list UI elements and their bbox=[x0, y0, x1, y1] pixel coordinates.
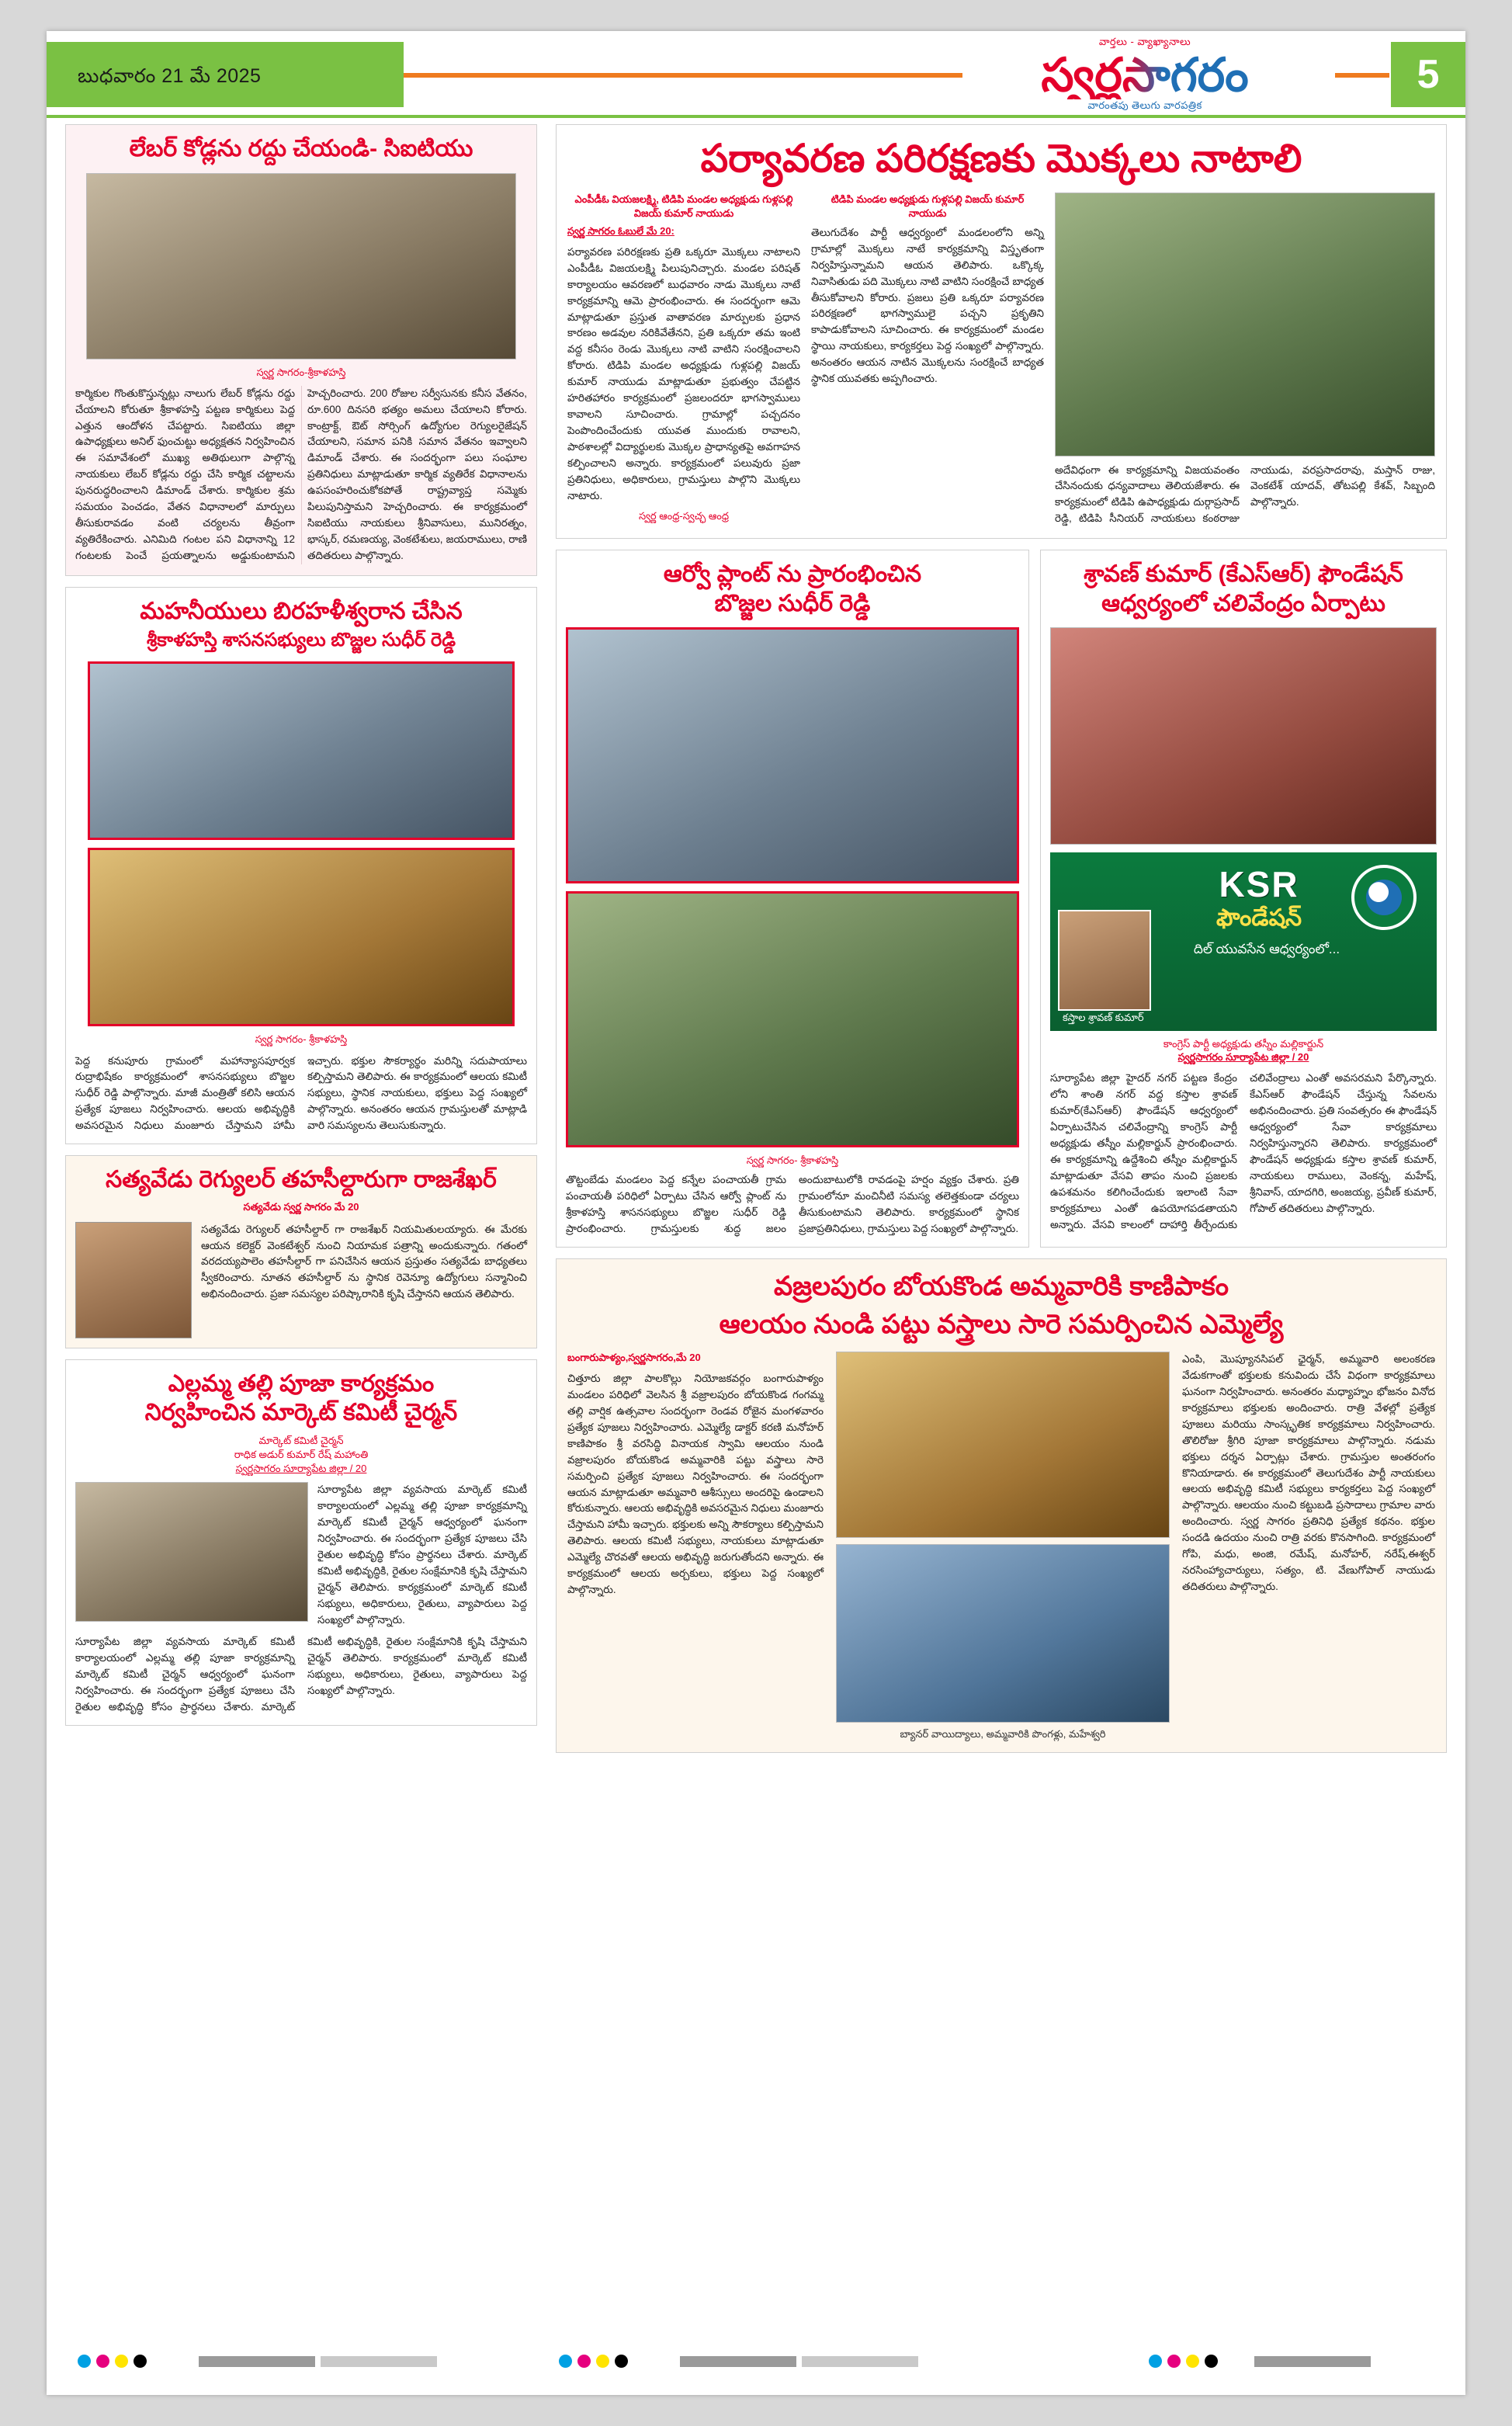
reg-bar bbox=[680, 2356, 796, 2367]
article-body-right: ఎంపి, మెుప్యూనసిపల్ ఛైర్మన్, అమ్మవారి అలంకరణ వేడుకగాంతో భక్తులకు కనువిందు చేసే విధంగా కార్యక్రమాలు ఘనంగా నిర్వహించారు. అనంతరం మధ్యాహ్నం భోజనం వినోద కార్యక్రమాలు భక్తులకు అందించారు. రాత్రి వేళల్లో ప్రత్యేక పూజలు మరియు సాంస్కృతిక కార్యక్రమాలు నిర్వహించారు. తొలిరోజు శ్రీగిరి పూజా కార్యక్రమాలు పాల్గొన్నారు. నడుమ భక్తులు దర్శన ఏర్పాట్లు చేశారు. గ్రామస్తుల అంతరంగం కొనియాడారు. ఈ కార్యక్రమంలో తెలుగుదేశం పార్టీ నాయకులు ఆలయ అభివృద్ధి కమిటీ సభ్యులు కార్యకర్తలు పెద్ద సంఖ్యలో పాల్గొన్నారు. ఆలయం నుంచి కట్టుబడి ప్రసాదాలు గ్రామాల వారు అందించారు. స్వర్ణ సాగరం ప్రతినిధి ప్రత్యేక కథనం. భక్తుల సందడి ఉదయం నుంచి రాత్రి వరకు కొనసాగింది. కార్యక్రమంలో గోపి, మధు, అంజి, రమేష్, మనోహర్, నరేష్,ఈశ్వర్ నరసింహ్యాచార్యులు, సత్యం, టి. వేణుగోపాల్ నాయుడు తదితరులు పాల్గొన్నారు. bbox=[1182, 1353, 1435, 1592]
article-columns bbox=[567, 1352, 1435, 1741]
newspaper-page bbox=[47, 31, 1465, 2395]
article-photo-bottom bbox=[88, 848, 515, 1026]
article-body: తొట్టంబేడు మండలం పెద్ద కన్నేల పంచాయతీ గ్రామ పంచాయతీ పరిధిలో ఏర్పాటు చేసిన ఆర్వో ప్లాంట్ ను శ్రీకాళహస్తి శాసనసభ్యులు బొజ్జల సుధీర్ రెడ్డి ప్రారంభించారు. గ్రామస్తులకు శుద్ధ జలం అందుబాటులోకి రావడంపై హర్షం వ్యక్తం చేశారు. ప్రతి గ్రామంలోనూ మంచినీటి సమస్య తలెత్తకుండా చర్యలు తీసుకుంటామని తెలిపారు. కార్యక్రమంలో స్థానిక ప్రజాప్రతినిధులు, గ్రామస్తులు పెద్ద సంఖ్యలో పాల్గొన్నారు. bbox=[566, 1174, 1019, 1235]
article-col-2 bbox=[811, 193, 1044, 528]
ad-tagline: దిల్ యువసేన ఆధ్వర్యంలో... bbox=[1193, 942, 1340, 957]
page-content bbox=[47, 118, 1465, 1741]
article-body-col2: సూర్యాపేట జిల్లా వ్యవసాయ మార్కెట్ కమిటీ కార్యాలయంలో ఎల్లమ్మ తల్లి పూజా కార్యక్రమాన్ని మార్కెట్ కమిటీ చైర్మన్ ఆధ్వర్యంలో ఘనంగా నిర్వహించారు. ఈ సందర్భంగా ప్రత్యేక పూజలు చేసి రైతుల అభివృద్ధి కోసం ప్రార్థనలు చేశారు. మార్కెట్ కమిటీ అభివృద్ధికి, రైతుల సంక్షేమానికి కృషి చేస్తామని చైర్మన్ తెలిపారు. కార్యక్రమంలో మార్కెట్ కమిటీ సభ్యులు, అధికారులు, రైతులు, వ్యాపారులు పెద్ద సంఖ్యలో పాల్గొన్నారు. bbox=[75, 1636, 527, 1713]
article-photo bbox=[75, 1482, 308, 1622]
article-headline-line1: ఎల్లమ్మ తల్లి పూజా కార్యక్రమం bbox=[168, 1370, 435, 1397]
article-body-wrap bbox=[75, 1222, 527, 1338]
article-body: సూర్యాపేట జిల్లా హైదర్ నగర్ పట్టణ కేంద్రం లోని శాంతి నగర్ వద్ద కస్తాల శ్రావణ్ కుమార్(కేఎస్ఆర్) ఫౌండేషన్ ఆధ్వర్యంలో ఏర్పాటుచేసిన చలివేంద్రాన్ని కాంగ్రెస్ పార్టీ అధ్యక్షుడు తస్నీం మల్లికార్జున్ ప్రారంభించారు. ఈ కార్యక్రమాన్ని ఉద్దేశించి తస్నీం మల్లికార్జున్ మాట్లాడుతూ వేసవి తాపం నుంచి ప్రజలకు ఉపశమనం కలిగించేందుకు ఇలాంటి సేవా కార్యక్రమాలు ఎంతో ఉపయోగపడతాయని అన్నారు. వేసవి కాలంలో దాహార్తి తీర్చేందుకు చలివేంద్రాలు ఎంతో అవసరమని పేర్కొన్నారు. కేఎస్ఆర్ ఫౌండేషన్ చేస్తున్న సేవలను అభినందించారు. ప్రతి సంవత్సరం ఈ ఫౌండేషన్ ఆధ్వర్యంలో సేవా కార్యక్రమాలు నిర్వహిస్తున్నారని తెలిపారు. కార్యక్రమంలో ఫౌండేషన్ అధ్యక్షుడు కస్తాల శ్రావణ్ కుమార్, నాయకులు రాములు, వెంకన్న, మహేష్, శ్రీనివాస్, యాదగిరి, అంజయ్య, ప్రవీణ్ కుమార్, గోపాల్ తదితరులు పాల్గొన్నారు. bbox=[1050, 1072, 1437, 1230]
article-photo-column bbox=[836, 1352, 1170, 1741]
masthead-tagline-top: వార్తలు - వ్యాఖ్యానాలు bbox=[1098, 36, 1191, 47]
article-rudrabhishekam bbox=[65, 587, 537, 1144]
photo-caption: కాంగ్రెస్ పార్టీ అధ్యక్షుడు తస్నీం మల్లికార్జున్ bbox=[1163, 1038, 1324, 1050]
ksr-founder-photo bbox=[1058, 910, 1151, 1011]
article-headline-line2: ఆధ్వర్యంలో చలివేంద్రం ఏర్పాటు bbox=[1101, 590, 1385, 616]
article-body: పెద్ద కనుపూరు గ్రామంలో మహాన్యాసపూర్వక రుద్రాభిషేకం కార్యక్రమంలో శాసనసభ్యులు బొజ్జల సుధీర్ రెడ్డి పాల్గొన్నారు. మాజీ మంత్రితో కలిసి ఆయన ప్రత్యేక పూజలు నిర్వహించారు. ఆలయ అభివృద్ధికి అవసరమైన నిధులు మంజూరు చేస్తామని హామీ ఇచ్చారు. భక్తుల సౌకర్యార్థం మరిన్ని సదుపాయాలు కల్పిస్తామని తెలిపారు. ఈ కార్యక్రమంలో ఆలయ కమిటీ సభ్యులు, స్థానిక నాయకులు, భక్తులు పెద్ద సంఖ్యలో పాల్గొన్నారు. అనంతరం ఆయన గ్రామస్తులతో మాట్లాడి వారి సమస్యలను తెలుసుకున్నారు. bbox=[75, 1054, 527, 1132]
article-body: సత్యవేడు రెగ్యులర్ తహసీల్దార్ గా రాజశేఖర్ నియమితులయ్యారు. ఈ మేరకు ఆయన కలెక్టర్ వెంకటేశ్వర్ నుంచి నియామక పత్రాన్ని అందుకున్నారు. గతంలో వరదయ్యపాలెం తహసీల్దార్ గా పనిచేసిన ఆయన ప్రస్తుతం సత్యవేడు బాధ్యతలు స్వీకరించారు. నూతన తహసీల్దార్ ను స్థానిక రెవెన్యూ ఉద్యోగులు సన్మానించి అభినందించారు. ప్రజా సమస్యల పరిష్కారానికి కృషి చేస్తానని ఆయన తెలిపారు. bbox=[201, 1223, 527, 1300]
article-photo-top bbox=[88, 661, 515, 840]
article-photo-top bbox=[836, 1352, 1170, 1538]
reg-dot-black bbox=[1205, 2355, 1218, 2368]
article-headline: పర్యావరణ పరిరక్షణకు మొక్కలు నాటాలి bbox=[700, 137, 1302, 180]
reg-bar bbox=[199, 2356, 315, 2367]
article-credit: స్వర్ణ ఆంధ్ర-స్వచ్ఛ ఆంధ్ర bbox=[638, 509, 729, 522]
article-headline-line1: మహనీయులు బిరహళీశ్వరాన చేసిన bbox=[140, 598, 463, 624]
article-dateline: బంగారుపాళ్యం,స్వర్ణసాగరం,మే 20 bbox=[567, 1352, 701, 1364]
reg-bar bbox=[1254, 2356, 1371, 2367]
article-headline-line1: వజ్రలపురం బోయకొండ అమ్మవారికి కాణిపాకం bbox=[773, 1272, 1229, 1302]
masthead-logo-block bbox=[962, 36, 1327, 113]
article-yellamma-pooja bbox=[65, 1359, 537, 1726]
article-labour-code bbox=[65, 124, 537, 576]
reg-dot-magenta bbox=[577, 2355, 591, 2368]
article-headline: సత్యవేడు రెగ్యులర్ తహసీల్దారుగా రాజశేఖర్ bbox=[106, 1167, 497, 1193]
article-col-3 bbox=[1055, 193, 1435, 528]
reg-dot-magenta bbox=[96, 2355, 109, 2368]
article-photo-top bbox=[566, 627, 1019, 883]
article-col-3 bbox=[1182, 1352, 1435, 1741]
ksr-advertisement bbox=[1050, 852, 1437, 1031]
masthead-tagline-bottom: వారంతపు తెలుగు వారపత్రిక bbox=[1087, 99, 1202, 111]
page-number: 5 bbox=[1391, 42, 1465, 107]
photo-caption: స్వర్ణ సాగరం-శ్రీకాళహస్తి bbox=[256, 366, 346, 378]
article-subhead-1: మార్కెట్ కమిటీ చైర్మన్ bbox=[258, 1434, 344, 1446]
article-photo-bottom bbox=[566, 891, 1019, 1147]
registration-group-1 bbox=[78, 2355, 437, 2368]
article-satyavedu-tahsildar bbox=[65, 1155, 537, 1348]
article-body-col1: సూర్యాపేట జిల్లా వ్యవసాయ మార్కెట్ కమిటీ కార్యాలయంలో ఎల్లమ్మ తల్లి పూజా కార్యక్రమాన్ని మార్కెట్ కమిటీ చైర్మన్ ఆధ్వర్యంలో ఘనంగా నిర్వహించారు. ఈ సందర్భంగా ప్రత్యేక పూజలు చేసి రైతుల అభివృద్ధి కోసం ప్రార్థనలు చేశారు. మార్కెట్ కమిటీ అభివృద్ధికి, రైతుల సంక్షేమానికి కృషి చేస్తామని చైర్మన్ తెలిపారు. కార్యక్రమంలో మార్కెట్ కమిటీ సభ్యులు, అధికారులు, రైతులు, వ్యాపారులు పెద్ద సంఖ్యలో పాల్గొన్నారు. bbox=[317, 1484, 527, 1626]
article-dateline: స్వర్ణసాగరం సూర్యాపేట జిల్లా / 20 bbox=[1177, 1051, 1309, 1064]
article-headline-line2: ఆలయం నుండి పట్టు వస్త్రాలు సారె సమర్పించిన ఎమ్మెల్యే bbox=[719, 1309, 1284, 1339]
article-body-left: పర్యావరణ పరిరక్షణకు ప్రతి ఒక్కరూ మొక్కలు నాటాలని ఎంపీడీఓ విజయలక్ష్మి పిలుపునిచ్చారు. మండల పరిషత్ కార్యాలయం ఆవరణలో బుధవారం నాడు మొక్కలు నాటే కార్యక్రమాన్ని ఆమె ప్రారంభించారు. ఈ సందర్భంగా ఆమె మాట్లాడుతూ ప్రస్తుత వాతావరణ మార్పులకు ప్రధాన కారణం అడవుల నరికివేతేనని, ప్రతి ఒక్కరూ తమ ఇంటి వద్ద కనీసం రెండు మొక్కలు నాటి వాటిని సంరక్షించాలని కోరారు. టిడిపి మండల అధ్యక్షుడు గుళ్లపల్లి విజయ్ కుమార్ నాయుడు మాట్లాడుతూ ప్రభుత్వం చేపట్టిన హరితహారం కార్యక్రమంలో ప్రజలందరూ భాగస్వాములు కావాలని సూచించారు. గ్రామాల్లో పచ్చదనం పెంపొందించేందుకు యువత ముందుకు రావాలని, పాఠశాలల్లో విద్యార్థులకు మొక్కల ప్రాధాన్యతపై అవగాహన కల్పించాలని అన్నారు. కార్యక్రమంలో పలువురు ప్రజా ప్రతినిధులు, అధికారులు, గ్రామస్తులు పాల్గొని మొక్కలు నాటారు. bbox=[567, 245, 800, 502]
reg-dot-cyan bbox=[1149, 2355, 1162, 2368]
reg-dot-black bbox=[134, 2355, 147, 2368]
article-headline-line1: శ్రావణ్ కుమార్ (కేఎస్ఆర్) ఫౌండేషన్ bbox=[1084, 561, 1403, 588]
article-body-left: చిత్తూరు జిల్లా పాలకొల్లు నియోజకవర్గం బంగారుపాళ్యం మండలం పరిధిలో వెలసిన శ్రీ వజ్రాలపురం బోయకొండ గంగమ్మ తల్లి వార్షిక ఉత్సవాల సందర్భంగా రెండవ రోజైన మంగళవారం ప్రత్యేక పూజలు నిర్వహించారు. ఎమ్మెల్యే డాక్టర్ కరణి మనోహర్ కాణిపాకం శ్రీ వరసిద్ధి వినాయక స్వామి ఆలయం నుండి వజ్రాలపురం బోయకొండ అమ్మవారికి పట్టు వస్త్రాలు సారె సమర్పించి ప్రత్యేక పూజలు నిర్వహించారు. ఈ సందర్భంగా ఆయన మాట్లాడుతూ అమ్మవారి ఆశీస్సులు అందరిపై ఉండాలని కోరుకున్నారు. ఆలయ అభివృద్ధికి అవసరమైన నిధులు మంజూరు చేస్తామని హామీ ఇచ్చారు. భక్తులకు అన్ని సౌకర్యాలు కల్పిస్తామని తెలిపారు. ఆలయ కమిటీ సభ్యులు, నాయకులు మాట్లాడుతూ ఎమ్మెల్యే చొరవతో ఆలయ అభివృద్ధి జరుగుతోందని అన్నారు. ఈ కార్యక్రమంలో ఆలయ అర్చకులు, భక్తులు పెద్ద సంఖ్యలో పాల్గొన్నారు. bbox=[567, 1373, 824, 1596]
masthead bbox=[47, 31, 1465, 118]
article-ksr-foundation bbox=[1040, 550, 1447, 1248]
article-subhead-2: రాధిక అడుర్ కుమార్ రేష్ మహాంతి bbox=[234, 1448, 369, 1460]
article-body-wrap bbox=[75, 1482, 527, 1628]
ad-founder-name: కస్తాల శ్రావణ్ కుమార్ bbox=[1063, 1012, 1144, 1024]
masthead-rule-right bbox=[1335, 73, 1389, 78]
reg-dot-cyan bbox=[559, 2355, 572, 2368]
reg-bar bbox=[802, 2356, 918, 2367]
article-photo-bottom bbox=[836, 1544, 1170, 1723]
portrait-photo bbox=[75, 1222, 192, 1338]
masthead-rule-left bbox=[404, 73, 962, 78]
ad-subtitle: ఫౌండేషన్ bbox=[1215, 905, 1302, 932]
reg-dot-black bbox=[615, 2355, 628, 2368]
article-headline-line1: ఆర్వో ప్లాంట్ ను ప్రారంభించిన bbox=[663, 561, 922, 588]
footer-registration-marks bbox=[47, 2355, 1465, 2381]
article-headline: లేబర్ కోడ్లను రద్దు చేయండి- సిఐటియు bbox=[129, 136, 473, 161]
article-vajralapuram bbox=[556, 1258, 1447, 1753]
registration-group-2 bbox=[559, 2355, 918, 2368]
publication-date: బుధవారం 21 మే 2025 bbox=[78, 65, 262, 87]
article-col-1 bbox=[567, 1352, 824, 1741]
article-body-right: తెలుగుదేశం పార్టీ ఆధ్వర్యంలో మండలంలోని అన్ని గ్రామాల్లో మొక్కలు నాటే కార్యక్రమాన్ని విస్తృతంగా నిర్వహిస్తున్నామని ఆయన తెలిపారు. ఒక్కొక్క నివాసితుడు పది మొక్కలు నాటి వాటిని సంరక్షించే బాధ్యత తీసుకోవాలని కోరారు. ప్రజలు ప్రతి ఒక్కరూ పర్యావరణ పరిరక్షణలో భాగస్వాములై పచ్చని ప్రకృతిని కాపాడుకోవాలని సూచించారు. ఈ కార్యక్రమంలో మండల స్థాయి నాయకులు, కార్యకర్తలు పెద్ద సంఖ్యలో పాల్గొన్నారు. అనంతరం ఆయన నాటిన మొక్కలను సంరక్షించే బాధ్యత స్థానిక యువతకు అప్పగించారు. bbox=[811, 226, 1044, 385]
middle-row bbox=[556, 550, 1447, 1248]
article-col-1 bbox=[567, 193, 800, 528]
article-headline-line2: శ్రీకాళహస్తి శాసనసభ్యులు బొజ్జల సుధీర్ రెడ్డి bbox=[147, 630, 456, 651]
article-dateline: సత్యవేడు స్వర్ణ సాగరం మే 20 bbox=[243, 1200, 359, 1213]
reg-dot-yellow bbox=[596, 2355, 609, 2368]
reg-dot-cyan bbox=[78, 2355, 91, 2368]
article-photo bbox=[86, 173, 516, 359]
reg-dot-magenta bbox=[1167, 2355, 1181, 2368]
column-right bbox=[556, 124, 1447, 1753]
ad-title: KSR bbox=[1219, 864, 1299, 905]
article-dateline: స్వర్ణసాగరం సూర్యాపేట జిల్లా / 20 bbox=[235, 1463, 367, 1474]
article-body: కార్మికుల గొంతుకొస్తున్నట్లు నాలుగు లేబర్ కోడ్లను రద్దు చేయాలని కోరుతూ శ్రీకాళహస్తి పట్టణ కార్మికులు పెద్ద ఎత్తున ఆందోళన చేపట్టారు. సిఐటియు జిల్లా ఉపాధ్యక్షులు అనిల్ ఫుంచుట్టు అధ్యక్షతన నిర్వహించిన ఈ సమావేశంలో ముఖ్య అతిథులుగా పాల్గొన్న నాయకులు లేబర్ కోడ్లను రద్దు చేసి కార్మిక చట్టాలను పునరుద్ధరించాలని డిమాండ్ చేశారు. కార్మికుల శ్రమ సమయం పెంచడం, వేతన విధానాలలో మార్పులు తీసుకురావడం వంటి చర్యలను తీవ్రంగా వ్యతిరేకించారు. ఎనిమిది గంటల పని విధానాన్ని 12 గంటలకు పెంచే ప్రయత్నాలను అడ్డుకుంటామని హెచ్చరించారు. 200 రోజుల సర్వీసునకు కనీస వేతనం, రూ.600 దినసరి భత్యం అమలు చేయాలని కోరారు. కాంట్రాక్ట్, ఔట్ సోర్సింగ్ ఉద్యోగుల రెగ్యులరైజేషన్ చేయాలని, సమాన పనికి సమాన వేతనం ఇవ్వాలని డిమాండ్ చేశారు. ఈ సందర్భంగా పలు సంఘాల ప్రతినిధులు మాట్లాడుతూ కార్మిక వ్యతిరేక విధానాలను ఉపసంహరించుకోకపోతే రాష్ట్రవ్యాప్త సమ్మెకు పిలుపునిస్తామని హెచ్చరించారు. ఈ కార్యక్రమంలో సిఐటియు నాయకులు శ్రీనివాసులు, మునిరత్నం, భాస్కర్, రమణయ్య, వెంకటేశులు, జయరాములు, రాణి తదితరులు పాల్గొన్నారు. bbox=[75, 387, 527, 561]
article-dateline: స్వర్ణ సాగరం ఓబులే మే 20: bbox=[567, 224, 675, 237]
article-photo bbox=[1055, 193, 1435, 456]
article-headline-line2: బొజ్జల సుధీర్ రెడ్డి bbox=[714, 590, 871, 616]
photo-caption: స్వర్ణ సాగరం- శ్రీకాళహస్తి bbox=[746, 1154, 839, 1167]
publication-logo: స్వర్ణసాగరం bbox=[962, 50, 1327, 99]
photo-caption: బ్యానర్ వాయిద్యాలు, అమ్మవారికి పొంగళ్లు, మహేశ్వరి bbox=[900, 1728, 1106, 1741]
article-ro-plant bbox=[556, 550, 1029, 1248]
article-columns bbox=[567, 193, 1435, 528]
article-photo bbox=[1050, 627, 1437, 845]
article-body-right-2: అదేవిధంగా ఈ కార్యక్రమాన్ని విజయవంతం చేసినందుకు ధన్యవాదాలు తెలియజేశారు. ఈ కార్యక్రమంలో టిడిపి ఉపాధ్యక్షుడు దుర్గాప్రసాద్ రెడ్డి, టిడిపి సీనియర్ నాయకులు కంఠరాజు నాయుడు, వరప్రసాదరావు, మస్తాన్ రాజు, వెంకటేశ్ యాదవ్, తోటపల్లి కేశవ్, సిబ్బంది పాల్గొన్నారు. bbox=[1055, 463, 1435, 525]
reg-bar bbox=[321, 2356, 437, 2367]
ksr-emblem-icon bbox=[1351, 865, 1417, 930]
reg-dot-yellow bbox=[1186, 2355, 1199, 2368]
registration-group-3 bbox=[1149, 2355, 1371, 2368]
article-environment bbox=[556, 124, 1447, 539]
photo-caption: స్వర్ణ సాగరం- శ్రీకాళహస్తి bbox=[255, 1033, 348, 1046]
reg-dot-yellow bbox=[115, 2355, 128, 2368]
article-headline-line2: నిర్వహించిన మార్కెట్ కమిటీ చైర్మన్ bbox=[144, 1400, 458, 1426]
article-subhead-right: టిడిపి మండల అధ్యక్షుడు గుళ్లపల్లి విజయ్ కుమార్ నాయుడు bbox=[831, 193, 1025, 219]
article-subhead-left: ఎంపీడీఓ వియజలక్ష్మి, టిడిపి మండల అధ్యక్షుడు గుళ్లపల్లి విజయ్ కుమార్ నాయుడు bbox=[574, 193, 793, 219]
column-left bbox=[65, 124, 537, 1726]
